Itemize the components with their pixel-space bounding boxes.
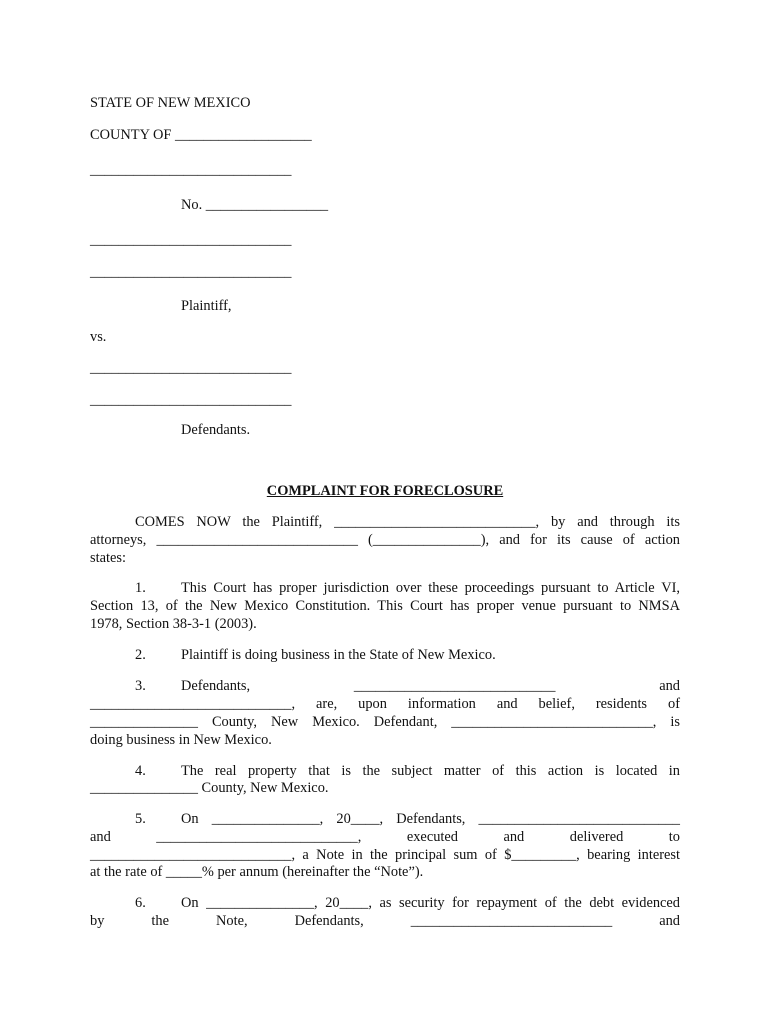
paragraph-2-line-1: Plaintiff is doing business in the State of New Mexico. <box>181 647 496 663</box>
paragraph-4-line-1: The real property that is the subject matter of this action is located in <box>181 763 680 779</box>
plaintiff-blank-line: ____________________________ <box>90 232 292 248</box>
case-number: No. _________________ <box>181 197 329 213</box>
paragraph-4-number: 4. <box>135 763 146 779</box>
intro-line-2: attorneys, ____________________________ (_______________), and for its cause of action <box>90 532 680 548</box>
paragraph-1-number: 1. <box>135 580 146 596</box>
paragraph-5-line-2: and ____________________________, executed and delivered to <box>90 829 680 845</box>
state-heading: STATE OF NEW MEXICO <box>90 95 251 111</box>
paragraph-6-line-2: by the Note, Defendants, ____________________________ and <box>90 913 680 929</box>
paragraph-3-line-1: Defendants, ____________________________ and <box>181 678 680 694</box>
paragraph-4-line-2: _______________ County, New Mexico. <box>90 780 329 796</box>
paragraph-1-line-1: This Court has proper jurisdiction over these proceedings pursuant to Article VI, <box>181 580 680 596</box>
paragraph-1-line-2: Section 13, of the New Mexico Constitution. This Court has proper venue pursuant to NMSA <box>90 598 680 614</box>
defendant-blank-line-2: ____________________________ <box>90 392 292 408</box>
plaintiff-label: Plaintiff, <box>181 298 232 314</box>
intro-line-1: COMES NOW the Plaintiff, ____________________________, by and through its <box>135 514 680 530</box>
paragraph-6-number: 6. <box>135 895 146 911</box>
paragraph-3-line-3: _______________ County, New Mexico. Defendant, ____________________________, is <box>90 714 680 730</box>
paragraph-5-line-1: On _______________, 20____, Defendants, ____________________________ <box>181 811 680 827</box>
versus-label: vs. <box>90 329 107 345</box>
paragraph-3-line-2: ____________________________, are, upon information and belief, residents of <box>90 696 680 712</box>
plaintiff-blank-line-2: ____________________________ <box>90 264 292 280</box>
paragraph-5-line-3: ____________________________, a Note in the principal sum of $_________, bearing interest <box>90 847 680 863</box>
paragraph-5-number: 5. <box>135 811 146 827</box>
defendant-blank-line: ____________________________ <box>90 360 292 376</box>
paragraph-3-number: 3. <box>135 678 146 694</box>
county-line: COUNTY OF ___________________ <box>90 127 312 143</box>
defendants-label: Defendants. <box>181 422 251 438</box>
paragraph-2-number: 2. <box>135 647 146 663</box>
document-title: COMPLAINT FOR FORECLOSURE <box>266 483 504 499</box>
party-blank-line: ____________________________ <box>90 162 292 178</box>
paragraph-5-line-4: at the rate of _____% per annum (hereinafter the “Note”). <box>90 864 424 880</box>
intro-line-3: states: <box>90 550 126 566</box>
paragraph-3-line-4: doing business in New Mexico. <box>90 732 272 748</box>
paragraph-6-line-1: On _______________, 20____, as security for repayment of the debt evidenced <box>181 895 680 911</box>
paragraph-1-line-3: 1978, Section 38-3-1 (2003). <box>90 616 257 632</box>
